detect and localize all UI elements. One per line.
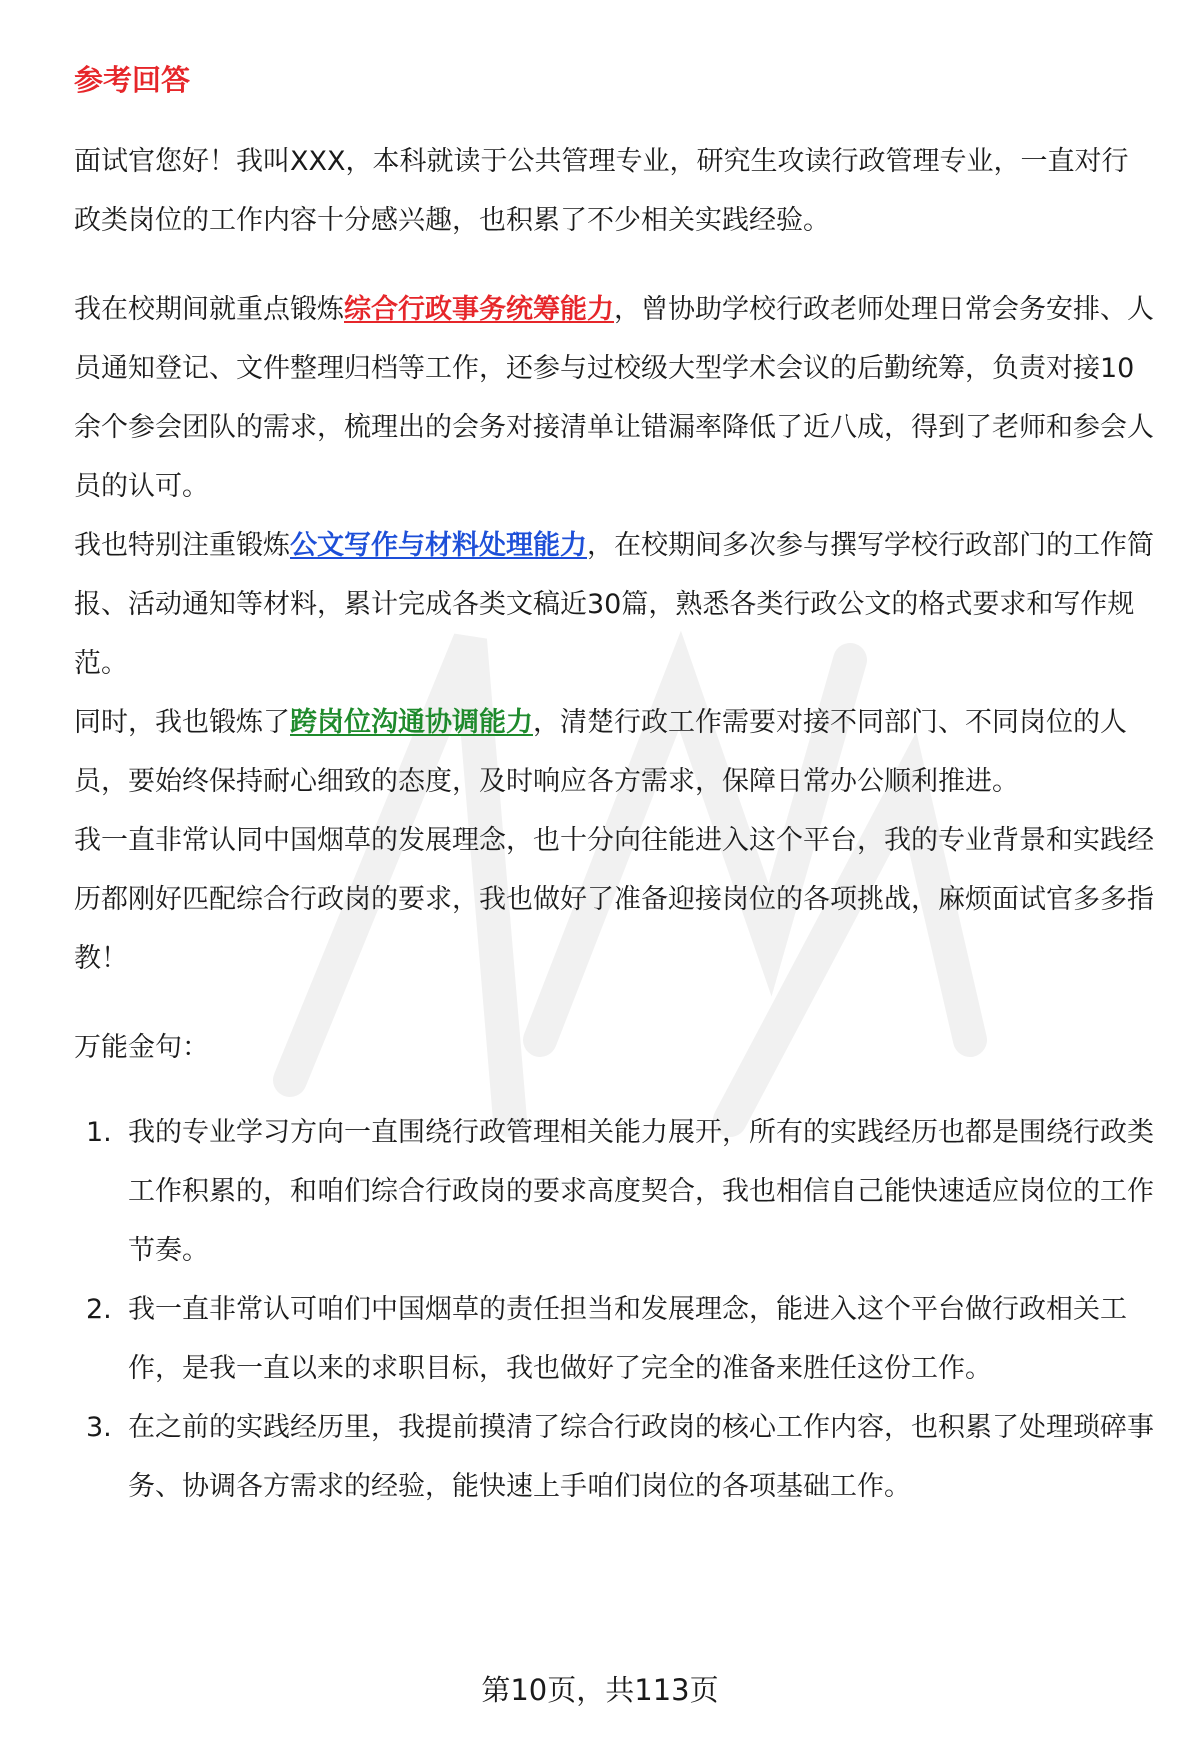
highlight-communication: 跨岗位沟通协调能力 <box>290 707 533 738</box>
paragraph-closing: 我一直非常认同中国烟草的发展理念，也十分向往能进入这个平台，我的专业背景和实践经历都刚好匹配综合行政岗的要求，我也做好了准备迎接岗位的各项挑战，麻烦面试官多多指教！ <box>74 825 1154 974</box>
paragraph-gap <box>74 988 1154 1018</box>
list-item-number: 3. <box>86 1412 112 1443</box>
list-item <box>74 1398 1154 1516</box>
paragraph-communication <box>74 693 1154 811</box>
paragraph-text-before: 同时，我也锻炼了 <box>74 707 290 738</box>
paragraph-text-before: 我也特别注重锻炼 <box>74 530 290 561</box>
paragraph-text-before: 我在校期间就重点锻炼 <box>74 294 344 325</box>
highlight-admin-coordination: 综合行政事务统筹能力 <box>344 294 614 325</box>
paragraph-text-after: ，在校期间多次参与撰写学校行政部门的工作简报、活动通知等材料，累计完成各类文稿近30篇，熟悉各类行政公文的格式要求和写作规范。 <box>74 530 1154 679</box>
list-item <box>74 1103 1154 1280</box>
section-title: 参考回答 <box>74 63 191 97</box>
paragraph-gap <box>74 250 1154 280</box>
list-item-number: 2. <box>86 1294 112 1325</box>
paragraph-admin-coordination <box>74 280 1154 516</box>
page-number-footer: 第10页，共113页 <box>481 1673 719 1707</box>
document-page <box>74 50 1154 1516</box>
golden-sentences-list <box>74 1103 1154 1516</box>
intro-paragraph: 面试官您好！我叫XXX，本科就读于公共管理专业，研究生攻读行政管理专业，一直对行政类岗位的工作内容十分感兴趣，也积累了不少相关实践经验。 <box>74 146 1129 236</box>
list-item-text: 在之前的实践经历里，我提前摸清了综合行政岗的核心工作内容，也积累了处理琐碎事务、协调各方需求的经验，能快速上手咱们岗位的各项基础工作。 <box>128 1412 1154 1502</box>
golden-sentences-label: 万能金句： <box>74 1032 209 1063</box>
list-item-text: 我的专业学习方向一直围绕行政管理相关能力展开，所有的实践经历也都是围绕行政类工作积累的，和咱们综合行政岗的要求高度契合，我也相信自己能快速适应岗位的工作节奏。 <box>128 1117 1154 1266</box>
list-item-text: 我一直非常认可咱们中国烟草的责任担当和发展理念，能进入这个平台做行政相关工作，是我一直以来的求职目标，我也做好了完全的准备来胜任这份工作。 <box>128 1294 1127 1384</box>
paragraph-document-writing <box>74 516 1154 693</box>
paragraph-text-after: ，曾协助学校行政老师处理日常会务安排、人员通知登记、文件整理归档等工作，还参与过校级大型学术会议的后勤统筹，负责对接10余个参会团队的需求，梳理出的会务对接清单让错漏率降低了近八成，得到了老师和参会人员的认可。 <box>74 294 1154 502</box>
list-item <box>74 1280 1154 1398</box>
paragraph-text-after: ，清楚行政工作需要对接不同部门、不同岗位的人员，要始终保持耐心细致的态度，及时响应各方需求，保障日常办公顺利推进。 <box>74 707 1127 797</box>
list-item-number: 1. <box>86 1117 112 1148</box>
highlight-document-writing: 公文写作与材料处理能力 <box>290 530 587 561</box>
